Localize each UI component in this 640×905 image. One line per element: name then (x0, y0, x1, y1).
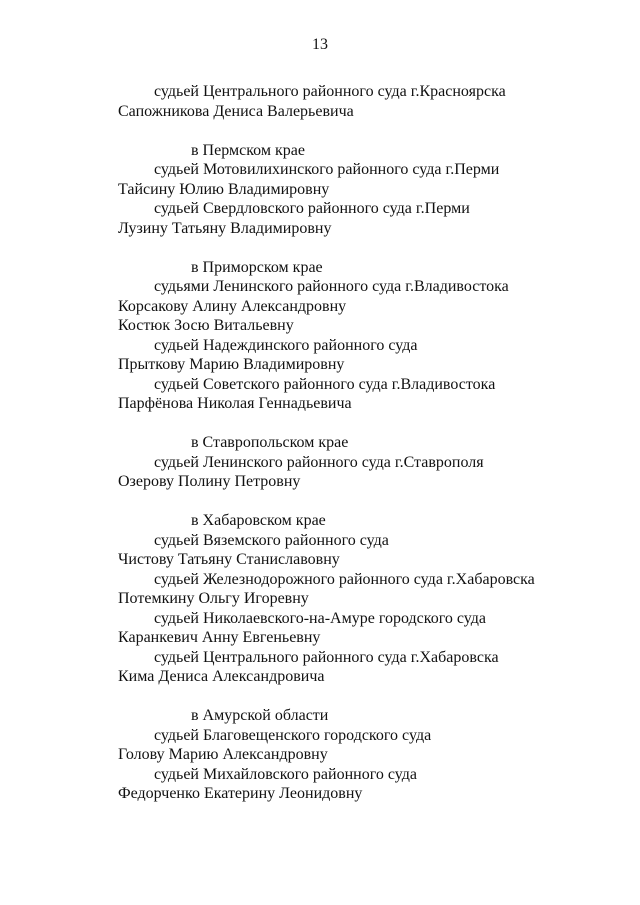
section-gap (118, 492, 588, 512)
court-position-line: судьей Благовещенского городского суда (154, 726, 432, 744)
court-position-line: судьей Николаевского-на-Амуре городского суда (154, 609, 487, 627)
judge-name-line: Потемкину Ольгу Игоревну (118, 590, 309, 607)
region-heading: в Хабаровском крае (191, 512, 326, 529)
region-heading: в Амурской области (191, 707, 329, 724)
court-position-line: судьей Надеждинского районного суда (154, 336, 418, 354)
court-position-line: судьей Свердловского районного суда г.Перми (154, 200, 470, 217)
court-position-line: судьей Центрального районного суда г.Хабаровска (154, 648, 499, 666)
page-number: 13 (312, 36, 328, 53)
judge-name-line: Прыткову Марию Владимировну (118, 356, 345, 373)
judge-name-line: Федорченко Екатерину Леонидовну (118, 785, 363, 802)
judge-name-line: Чистову Татьяну Станиславовну (118, 551, 340, 568)
court-position-line: судьей Вяземского районного суда (154, 531, 389, 549)
section-gap (118, 687, 588, 707)
court-position-line: судьями Ленинского районного суда г.Владивостока (154, 278, 509, 295)
section-gap (118, 121, 588, 141)
court-position-line: судьей Мотовилихинского районного суда г.Перми (154, 161, 500, 178)
region-heading: в Пермском крае (191, 141, 305, 159)
judge-name-line: Костюк Зосю Витальевну (118, 317, 294, 334)
section-gap (118, 238, 588, 258)
court-position-line: судьей Ленинского районного суда г.Ставрополя (154, 453, 484, 471)
judge-name-line: Озерову Полину Петровну (118, 473, 301, 490)
court-position-line: судьей Центрального районного суда г.Красноярска (154, 83, 506, 100)
region-heading: в Ставропольском крае (191, 434, 349, 451)
judge-name-line: Сапожникова Дениса Валерьевича (118, 102, 354, 120)
judge-name-line: Тайсину Юлию Владимировну (118, 180, 330, 198)
judge-name-line: Корсакову Алину Александровну (118, 297, 347, 315)
judge-name-line: Лузину Татьяну Владимировну (118, 219, 332, 237)
judge-name-line: Кима Дениса Александровича (118, 668, 325, 685)
court-position-line: судьей Михайловского районного суда (154, 765, 417, 783)
appointment-list (118, 82, 588, 804)
region-heading: в Приморском крае (191, 258, 323, 276)
judge-name-line: Каранкевич Анну Евгеньевну (118, 629, 321, 646)
judge-name-line: Парфёнова Николая Геннадьевича (118, 395, 352, 412)
court-position-line: судьей Советского районного суда г.Владивостока (154, 375, 496, 393)
section-gap (118, 414, 588, 434)
court-position-line: судьей Железнодорожного районного суда г.Хабаровска (154, 570, 535, 588)
judge-name-line: Голову Марию Александровну (118, 746, 328, 763)
